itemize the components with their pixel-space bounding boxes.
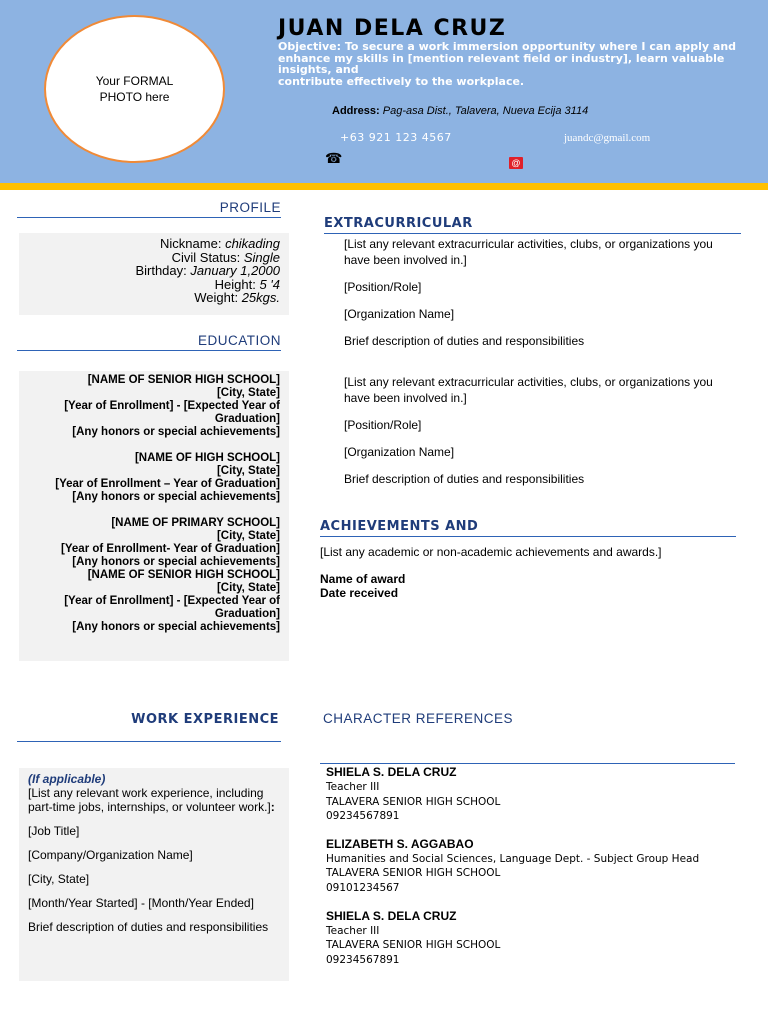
reference-name: SHIELA S. DELA CRUZ [326,765,457,779]
email-icon: @ [509,157,523,169]
header-accent-rule [0,183,768,190]
profile-row [19,251,280,265]
extracurricular-position: [Position/Role] [344,280,422,294]
reference-name: SHIELA S. DELA CRUZ [326,908,457,923]
if-applicable-note: (If applicable) [28,772,106,786]
references-list [326,765,746,980]
work-description: Brief description of duties and responsibilities [28,920,269,934]
reference-phone: 09101234567 [326,881,400,894]
profile-label: Weight: [194,290,242,306]
achievements-text: [List any academic or non-academic achievements and awards.] [320,545,662,559]
profile-value: Single [243,249,280,265]
profile-label: Height: [214,276,260,292]
education-line: [Any honors or special achievements] [72,491,280,503]
profile-value: chikading [225,236,280,251]
education-line: [Year of Enrollment- Year of Graduation] [61,543,280,555]
reference-school: TALAVERA SENIOR HIGH SCHOOL [326,867,501,880]
extracurricular-intro: [List any relevant extracurricular activities, clubs, or organizations you have been involved in.] [344,237,713,267]
reference-entry [326,909,746,968]
profile-label: Civil Status: [171,249,244,265]
address-value: Pag-asa Dist., Talavera, Nueva Ecija 3114 [379,105,589,117]
work-company: [Company/Organization Name] [28,848,193,862]
education-line: [Any honors or special achievements] [72,556,280,568]
photo-placeholder-text: Your FORMAL PHOTO here [95,74,174,104]
profile-row [19,237,280,251]
objective-line: Objective: To secure a work immersion opportunity where I can apply and [278,40,737,53]
profile-label: Nickname: [160,236,226,251]
award-name-label: Name of award [320,572,406,586]
phone-icon: ☎ [325,150,343,166]
education-entry [19,569,280,634]
education-line: [Any honors or special achievements] [72,426,280,438]
education-entry [19,517,280,569]
work-experience-heading: WORK EXPERIENCE [17,712,281,742]
education-line: Graduation] [214,413,280,425]
photo-placeholder [44,15,225,163]
education-heading: EDUCATION [17,333,281,351]
work-intro [28,786,279,814]
achievements-heading: ACHIEVEMENTS AND [320,519,736,537]
address-label: Address: [332,105,380,117]
profile-row [19,264,280,278]
extracurricular-desc: Brief description of duties and responsibilities [344,334,585,348]
education-line: [City, State] [216,387,280,399]
education-line: Graduation] [214,608,280,620]
reference-position: Teacher III [326,924,380,937]
extracurricular-intro: [List any relevant extracurricular activities, clubs, or organizations you have been involved in.] [344,375,713,405]
reference-entry [326,765,746,824]
email-address: juandc@gmail.com [564,132,651,144]
education-line: [Any honors or special achievements] [72,621,280,633]
work-intro-text: [List any relevant work experience, including part-time jobs, internships, or volunteer work.] [28,786,271,814]
profile-row [19,278,280,292]
extracurricular-position: [Position/Role] [344,418,422,432]
education-line: [City, State] [216,582,280,594]
applicant-name: JUAN DELA CRUZ [278,16,507,41]
education-line: [Year of Enrollment] - [Expected Year of [64,595,280,607]
work-dates: [Month/Year Started] - [Month/Year Ended] [28,896,254,910]
reference-school: TALAVERA SENIOR HIGH SCHOOL [326,795,501,808]
achievement-details [320,572,405,600]
objective-line: contribute effectively to the workplace. [278,74,525,88]
education-entry [19,452,280,504]
reference-position: Teacher III [326,781,380,793]
education-line: [NAME OF PRIMARY SCHOOL] [111,517,280,529]
education-line: [Year of Enrollment – Year of Graduation] [55,478,280,490]
education-entry [19,374,280,439]
reference-school: TALAVERA SENIOR HIGH SCHOOL [326,939,501,952]
profile-heading: PROFILE [17,200,281,218]
profile-row [19,291,280,305]
reference-entry [326,837,746,896]
phone-number: +63 921 123 4567 [340,131,452,144]
education-line: [City, State] [216,465,280,477]
extracurricular-desc: Brief description of duties and responsibilities [344,472,585,486]
profile-value: 5 '4 [259,276,280,292]
objective-text [278,41,758,87]
education-line: [City, State] [216,530,280,542]
profile-value: January 1,2000 [190,263,280,279]
profile-panel [19,233,289,315]
reference-name: ELIZABETH S. AGGABAO [326,836,474,851]
extracurricular-org: [Organization Name] [344,307,455,321]
reference-phone: 09234567891 [326,953,400,966]
profile-value: 25kgs. [241,290,280,306]
extracurricular-org: [Organization Name] [344,445,455,459]
education-line: [NAME OF SENIOR HIGH SCHOOL] [87,374,280,386]
reference-position: Humanities and Social Sciences, Language Dept. - Subject Group Head [326,852,700,865]
work-location: [City, State] [28,872,90,886]
education-line: [NAME OF SENIOR HIGH SCHOOL] [87,569,280,581]
extracurricular-list [344,236,739,498]
education-panel [19,371,289,661]
work-job-title: [Job Title] [28,824,80,838]
education-line: [Year of Enrollment] - [Expected Year of [64,400,280,412]
address [332,105,588,117]
work-intro-colon: : [270,800,275,814]
references-heading: CHARACTER REFERENCES [323,711,514,726]
profile-label: Birthday: [135,263,191,279]
objective-line: insights, and [278,63,359,76]
extracurricular-heading: EXTRACURRICULAR [324,216,741,234]
reference-phone: 09234567891 [326,810,400,823]
references-rule [320,763,735,764]
work-experience-panel [19,768,289,981]
award-date-label: Date received [320,586,399,600]
objective-line: enhance my skills in [mention relevant field or industry], learn valuable [278,51,725,65]
education-line: [NAME OF HIGH SCHOOL] [134,452,280,464]
